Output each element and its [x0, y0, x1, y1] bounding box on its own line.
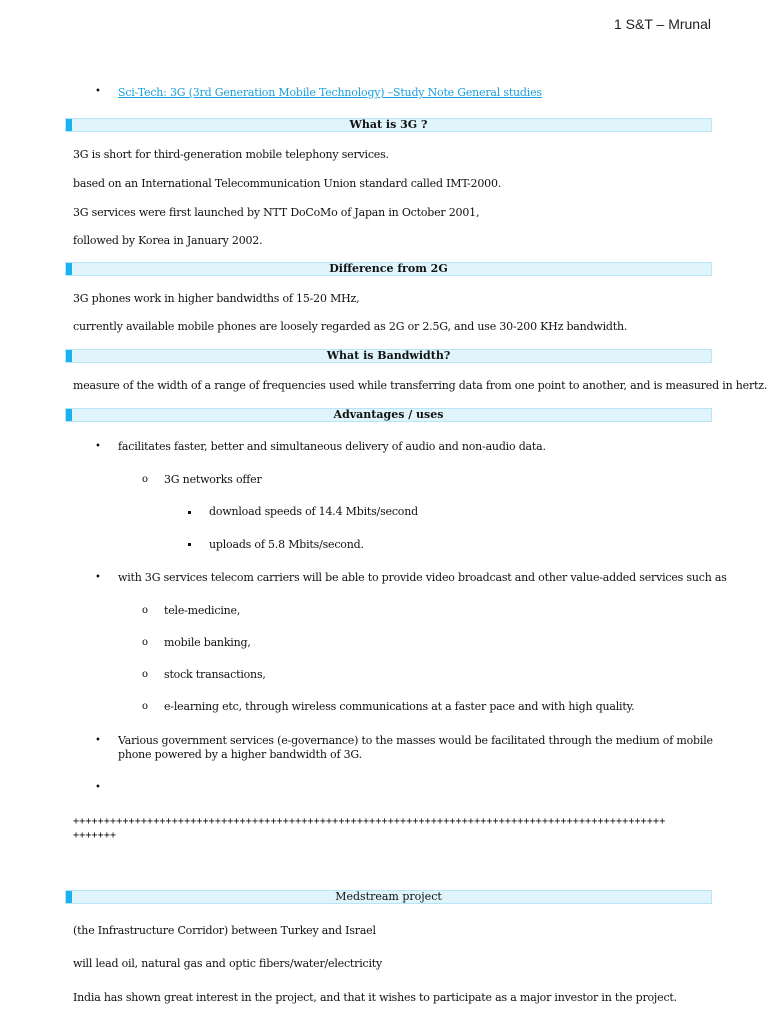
- text-line: will lead oil, natural gas and optic fibers/water/electricity: [73, 957, 383, 970]
- sub-bullet: o: [142, 605, 149, 616]
- bullet: •: [95, 735, 101, 746]
- article-link[interactable]: Sci-Tech: 3G (3rd Generation Mobile Technology) –Study Note General studies: [118, 86, 542, 99]
- text-line: based on an International Telecommunication Union standard called IMT-2000.: [73, 177, 502, 190]
- text-line: 3G is short for third-generation mobile telephony services.: [73, 148, 389, 161]
- sub-bullet: o: [142, 637, 149, 648]
- separator-line: +++++++: [73, 830, 117, 841]
- list-item: stock transactions,: [164, 668, 266, 681]
- section-heading-bar: [65, 349, 712, 363]
- list-item: download speeds of 14.4 Mbits/second: [209, 505, 418, 518]
- list-item: Various government services (e-governance) to the masses would be facilitated through the medium of mobile phone powered by a higher bandwidth of 3G.: [118, 734, 713, 761]
- section-heading-bar: [65, 118, 712, 132]
- list-item: e-learning etc, through wireless communications at a faster pace and with high quality.: [164, 700, 635, 713]
- text-line: 3G services were first launched by NTT DoCoMo of Japan in October 2001,: [73, 206, 480, 219]
- page-header: 1 S&T – Mrunal: [613, 16, 711, 32]
- square-bullet: [188, 511, 191, 514]
- bullet: •: [95, 86, 101, 97]
- text-line: India has shown great interest in the project, and that it wishes to participate as a major investor in the project.: [73, 991, 677, 1004]
- bullet: •: [95, 441, 101, 452]
- section-heading: Medstream project: [335, 890, 442, 903]
- list-item: tele-medicine,: [164, 604, 241, 617]
- text-line: currently available mobile phones are loosely regarded as 2G or 2.5G, and use 30-200 KHz bandwidth.: [73, 320, 628, 333]
- sub-bullet: o: [142, 669, 149, 680]
- sub-bullet: o: [142, 474, 149, 485]
- list-item: with 3G services telecom carriers will be able to provide video broadcast and other value-added services such as: [118, 571, 727, 584]
- text-line: followed by Korea in January 2002.: [73, 234, 263, 247]
- separator-line: ++++++++++++++++++++++++++++++++++++++++++++++++++++++++++++++++++++++++++++++++++++++++++++++++: [73, 816, 666, 827]
- section-heading: What is 3G ?: [349, 118, 428, 131]
- text-line: (the Infrastructure Corridor) between Turkey and Israel: [73, 924, 376, 937]
- section-heading: Advantages / uses: [333, 408, 444, 421]
- text-line: measure of the width of a range of frequencies used while transferring data from one point to another, and is measured in hertz.: [73, 379, 768, 392]
- square-bullet: [188, 543, 191, 546]
- list-item: mobile banking,: [164, 636, 251, 649]
- section-heading: What is Bandwidth?: [326, 349, 451, 362]
- sub-bullet: o: [142, 701, 149, 712]
- section-heading-bar: [65, 890, 712, 904]
- section-heading-bar: [65, 262, 712, 276]
- list-item: facilitates faster, better and simultaneous delivery of audio and non-audio data.: [118, 440, 546, 453]
- empty-bullet: •: [95, 782, 101, 793]
- section-heading-bar: [65, 408, 712, 422]
- list-item: 3G networks offer: [164, 473, 262, 486]
- list-item: uploads of 5.8 Mbits/second.: [209, 538, 364, 551]
- text-line: 3G phones work in higher bandwidths of 15-20 MHz,: [73, 292, 360, 305]
- bullet: •: [95, 572, 101, 583]
- section-heading: Difference from 2G: [329, 262, 448, 275]
